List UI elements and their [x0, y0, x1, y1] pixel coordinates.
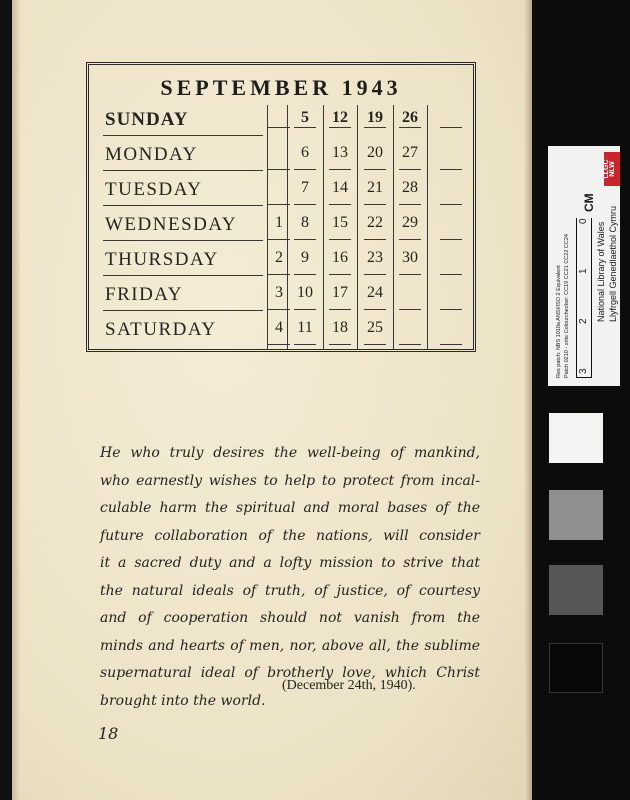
calendar-day-label: TUESDAY [105, 179, 203, 200]
calendar-date: 5 [301, 109, 309, 126]
quote-line: the natural ideals of truth, of justice, of courtesy [100, 582, 480, 599]
calendar-date-rule [364, 127, 386, 128]
quotation [100, 440, 480, 715]
page-edge-right [524, 0, 532, 800]
color-swatch-white [549, 413, 603, 463]
calendar-row-rule [103, 170, 263, 171]
calendar-day-label: THURSDAY [105, 249, 219, 270]
quote-line: brought into the world. [100, 692, 266, 709]
calendar-date-rule [268, 127, 290, 128]
calendar-date: 18 [332, 319, 348, 336]
calendar-date-rule [268, 309, 290, 310]
calendar-date-rule [329, 274, 351, 275]
calendar-date-rule [294, 309, 316, 310]
calendar-row [89, 210, 473, 244]
calendar-row [89, 280, 473, 314]
calendar-date-rule [329, 127, 351, 128]
quote-line: minds and hearts of men, nor, above all, the sublime [100, 637, 480, 654]
calendar-date: 10 [297, 284, 313, 301]
calendar-date: 29 [402, 214, 418, 231]
calendar-row-rule [103, 240, 263, 241]
calendar-date: 30 [402, 249, 418, 266]
calendar-row [89, 175, 473, 209]
calendar-row-rule [103, 275, 263, 276]
calendar-date-rule [329, 344, 351, 345]
calendar-date: 3 [275, 284, 283, 301]
calendar-date-rule [329, 309, 351, 310]
quote-line: who earnestly wishes to help to protect from incal- [100, 472, 480, 489]
quote-line: culable harm the spiritual and moral bases of the [100, 500, 480, 516]
calendar-date-rule [294, 344, 316, 345]
page-edge-left [12, 0, 20, 800]
calendar-date: 7 [301, 179, 309, 196]
institution-welsh: Llyfrgell Genedlaethol Cymru [608, 205, 618, 322]
color-swatch-black [549, 643, 603, 693]
calendar-date-rule [268, 169, 290, 170]
scale-mark: 6.3 [569, 98, 575, 107]
calendar-date-rule [268, 239, 290, 240]
calendar-date: 12 [332, 109, 348, 126]
calendar-date-rule [294, 204, 316, 205]
scale-mark: 7.1 [555, 98, 561, 107]
calendar-row-rule [103, 135, 263, 136]
quote-date: (December 24th, 1940). [282, 678, 416, 693]
scale-mark: 4.5 [611, 98, 617, 107]
archive-label [548, 146, 620, 386]
calendar-date-rule [399, 127, 421, 128]
calendar-date-rule [329, 204, 351, 205]
calendar [86, 62, 476, 352]
ruler [576, 218, 592, 378]
calendar-date: 28 [402, 179, 418, 196]
nlw-logo: LLGC NLW [604, 152, 620, 186]
calendar-date-rule [440, 169, 462, 170]
calendar-date: 4 [275, 319, 283, 336]
color-swatch-light-gray [549, 490, 603, 540]
calendar-date: 13 [332, 144, 348, 161]
calendar-date: 23 [367, 249, 383, 266]
calendar-date-rule [268, 344, 290, 345]
patch-text: Patch 0210 - xrite Colourchecker: CC19 CC21 CC22 CC24 [564, 234, 570, 378]
calendar-date-rule [294, 127, 316, 128]
res-text: Res patch: NBS 1010a ANSI/ISO 2 Equivalent [556, 265, 562, 378]
ruler-tick: 1 [578, 268, 589, 274]
ruler-tick: 2 [578, 318, 589, 324]
calendar-date-rule [364, 204, 386, 205]
calendar-date: 16 [332, 249, 348, 266]
ruler-unit: CM [582, 193, 596, 212]
calendar-date: 22 [367, 214, 383, 231]
calendar-date-rule [364, 239, 386, 240]
calendar-date-rule [294, 239, 316, 240]
calendar-day-label: MONDAY [105, 144, 198, 165]
calendar-day-label: SATURDAY [105, 319, 217, 340]
book-page [12, 0, 532, 800]
archive-label-text [552, 150, 620, 382]
calendar-date-rule [440, 204, 462, 205]
calendar-row [89, 245, 473, 279]
calendar-day-label: SUNDAY [105, 109, 189, 130]
calendar-date: 24 [367, 284, 383, 301]
calendar-date-rule [399, 239, 421, 240]
calendar-date-rule [399, 204, 421, 205]
quote-line: supernatural ideal of brotherly love, which Christ [100, 665, 480, 681]
calendar-row [89, 315, 473, 349]
quote-line: and of cooperation should not vanish from the [100, 610, 480, 626]
calendar-date: 6 [301, 144, 309, 161]
scale-mark: 5.0 [597, 98, 603, 107]
calendar-date: 8 [301, 214, 309, 231]
calendar-date: 14 [332, 179, 348, 196]
ruler-tick: 0 [578, 218, 589, 224]
quote-line: future collaboration of the nations, will consider [100, 527, 480, 544]
calendar-date: 21 [367, 179, 383, 196]
calendar-date-rule [364, 274, 386, 275]
calendar-date-rule [440, 309, 462, 310]
calendar-date-rule [268, 204, 290, 205]
calendar-date: 20 [367, 144, 383, 161]
calendar-row [89, 105, 473, 139]
calendar-date: 27 [402, 144, 418, 161]
page-number: 18 [98, 724, 119, 743]
calendar-date: 1 [275, 214, 283, 231]
quote-line: it a sacred duty and a lofty mission to strive that [100, 555, 480, 571]
calendar-date: 26 [402, 109, 418, 126]
calendar-date-rule [268, 274, 290, 275]
calendar-date-rule [294, 169, 316, 170]
institution-english: National Library of Wales [596, 221, 606, 322]
calendar-date: 25 [367, 319, 383, 336]
calendar-date-rule [329, 169, 351, 170]
calendar-day-label: FRIDAY [105, 284, 183, 305]
calendar-date-rule [329, 239, 351, 240]
quote-line: He who truly desires the well-being of mankind, [100, 445, 480, 461]
resolution-scale [550, 98, 620, 136]
scale-mark: 5.6 [583, 98, 589, 107]
color-swatch-dark-gray [549, 565, 603, 615]
calendar-date-rule [399, 274, 421, 275]
calendar-date: 9 [301, 249, 309, 266]
calendar-day-label: WEDNESDAY [105, 214, 238, 235]
calendar-title: SEPTEMBER 1943 [160, 75, 402, 100]
calendar-date: 15 [332, 214, 348, 231]
calendar-date-rule [440, 344, 462, 345]
calendar-date-rule [364, 309, 386, 310]
calendar-date-rule [440, 127, 462, 128]
calendar-date-rule [399, 309, 421, 310]
calendar-row-rule [103, 310, 263, 311]
calendar-date-rule [364, 344, 386, 345]
calendar-date: 2 [275, 249, 283, 266]
calendar-row-rule [103, 205, 263, 206]
calendar-date: 19 [367, 109, 383, 126]
calendar-row [89, 140, 473, 174]
calendar-date-rule [294, 274, 316, 275]
calendar-date-rule [364, 169, 386, 170]
calendar-date: 11 [297, 319, 313, 336]
ruler-tick: 3 [578, 368, 589, 374]
calendar-date-rule [440, 239, 462, 240]
calendar-date-rule [399, 344, 421, 345]
calendar-date-rule [399, 169, 421, 170]
calendar-date-rule [440, 274, 462, 275]
calendar-date: 17 [332, 284, 348, 301]
